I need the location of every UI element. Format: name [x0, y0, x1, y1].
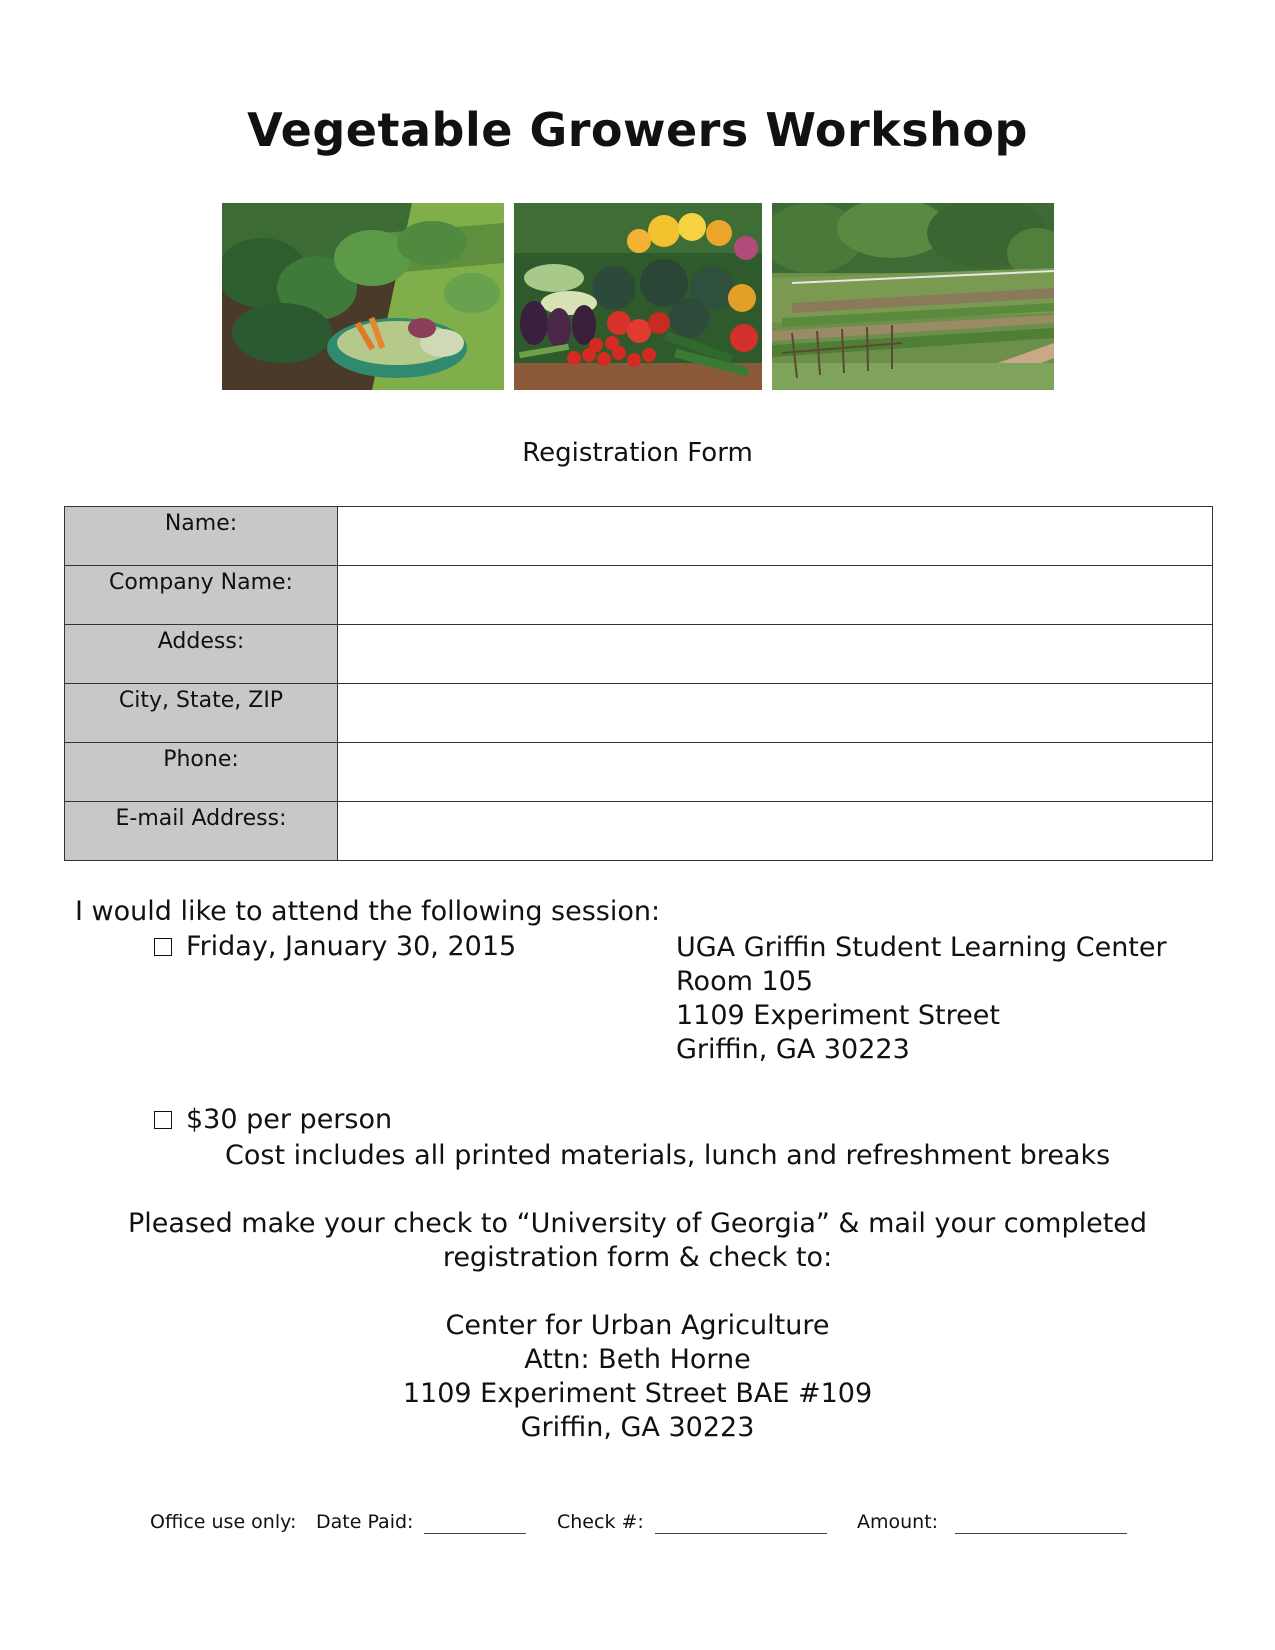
session-intro: I would like to attend the following session:: [75, 896, 661, 927]
session-option[interactable]: [154, 931, 516, 962]
office-use-label: Office use only:: [150, 1511, 297, 1533]
phone-label: Phone:: [65, 743, 338, 802]
check-number-line[interactable]: [655, 1533, 827, 1534]
address-label: Addess:: [65, 625, 338, 684]
cost-label: $30 per person: [186, 1104, 393, 1135]
name-label: Name:: [65, 507, 338, 566]
location-line: Room 105: [676, 966, 814, 997]
mail-instructions: [0, 1207, 1275, 1275]
instruction-line: registration form & check to:: [442, 1242, 833, 1273]
amount-label: Amount:: [857, 1511, 939, 1533]
company-name-field[interactable]: [338, 566, 1213, 625]
phone-field[interactable]: [338, 743, 1213, 802]
check-number-label: Check #:: [557, 1511, 644, 1533]
photo-strip: [222, 203, 1054, 390]
session-checkbox[interactable]: [154, 938, 172, 956]
address-line: Center for Urban Agriculture: [445, 1310, 830, 1341]
address-line: Attn: Beth Horne: [524, 1344, 751, 1375]
location-line: UGA Griffin Student Learning Center: [676, 932, 1167, 963]
date-paid-line[interactable]: [424, 1533, 526, 1534]
vegetable-garden-rows-with-basket-photo: [222, 203, 504, 390]
cost-checkbox[interactable]: [154, 1111, 172, 1129]
table-row: [65, 507, 1213, 566]
email-label: E-mail Address:: [65, 802, 338, 861]
instruction-line: Pleased make your check to “University of Georgia” & mail your completed: [127, 1208, 1148, 1239]
company-name-label: Company Name:: [65, 566, 338, 625]
city-state-zip-label: City, State, ZIP: [65, 684, 338, 743]
email-field[interactable]: [338, 802, 1213, 861]
location-line: Griffin, GA 30223: [676, 1034, 910, 1065]
name-field[interactable]: [338, 507, 1213, 566]
location-line: 1109 Experiment Street: [676, 1000, 1000, 1031]
registration-table: [64, 506, 1213, 861]
farm-field-landscape-photo: [772, 203, 1054, 390]
table-row: [65, 743, 1213, 802]
registration-form-heading: Registration Form: [522, 438, 753, 468]
address-line: Griffin, GA 30223: [520, 1412, 755, 1443]
page-title: Vegetable Growers Workshop: [247, 103, 1028, 157]
address-field[interactable]: [338, 625, 1213, 684]
amount-line[interactable]: [955, 1533, 1127, 1534]
table-row: [65, 684, 1213, 743]
cost-option[interactable]: [154, 1104, 392, 1135]
table-row: [65, 566, 1213, 625]
table-row: [65, 802, 1213, 861]
cost-note: Cost includes all printed materials, lunch and refreshment breaks: [225, 1140, 1111, 1171]
table-row: [65, 625, 1213, 684]
city-state-zip-field[interactable]: [338, 684, 1213, 743]
date-paid-label: Date Paid:: [316, 1511, 414, 1533]
address-line: 1109 Experiment Street BAE #109: [402, 1378, 873, 1409]
mailing-address: [0, 1309, 1275, 1445]
pile-of-fresh-vegetables-photo: [514, 203, 762, 390]
session-location: [676, 931, 1167, 1067]
session-date: Friday, January 30, 2015: [186, 931, 517, 962]
